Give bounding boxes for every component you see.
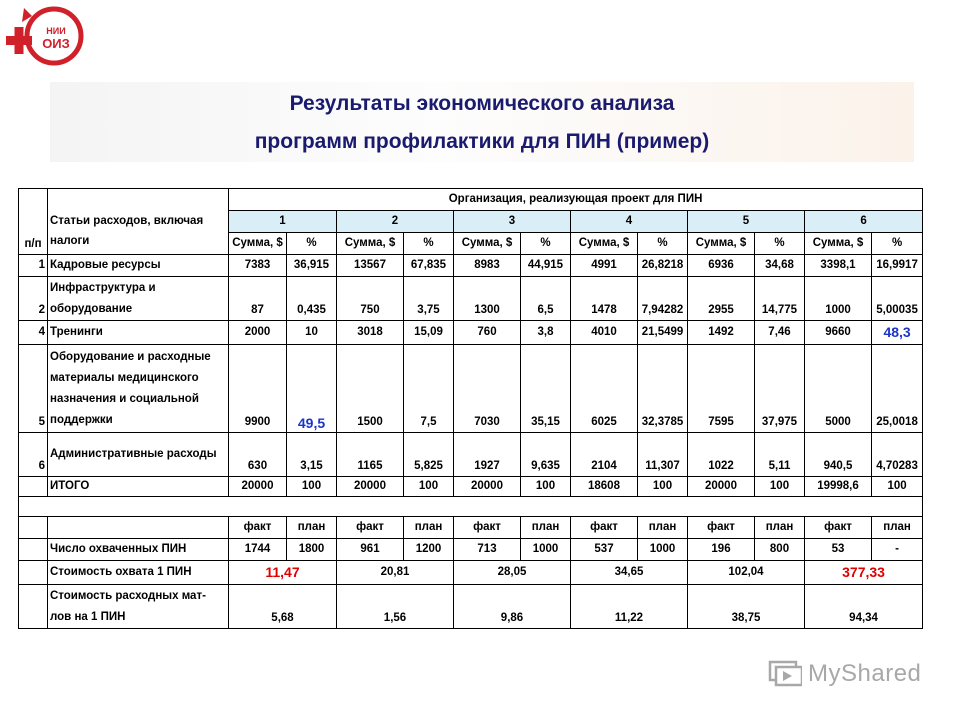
pct-header: % [404,233,454,255]
row-label: Стоимость расходных мат-лов на 1 ПИН [48,585,229,629]
cell-value: 4,70283 [872,433,923,477]
cell-value: 20000 [454,477,521,497]
cell-value: 1,56 [337,585,454,629]
cell-value: 940,5 [805,433,872,477]
cell-value: 20000 [229,477,287,497]
table-row [19,539,923,561]
svg-text:ОИЗ: ОИЗ [42,36,70,51]
row-label: Стоимость охвата 1 ПИН [48,561,229,585]
table-row [19,433,923,477]
row-label: Число охваченных ПИН [48,539,229,561]
row-label: Административные расходы [48,433,229,477]
cell-value: 3,15 [287,433,337,477]
title-band [50,82,914,162]
cell-value: 961 [337,539,404,561]
cell-value: 7383 [229,255,287,277]
cell-value: 1478 [571,277,638,321]
cell-value: - [872,539,923,561]
cell-value: 7,5 [404,345,454,433]
highlight-value: 11,47 [229,561,337,585]
cell-value: 1300 [454,277,521,321]
page-title-line-1: Результаты экономического анализа [289,92,675,115]
cell-value: 67,835 [404,255,454,277]
row-number: 6 [19,433,48,477]
table-row [19,561,923,585]
org-number: 3 [454,211,571,233]
cell-value: 1800 [287,539,337,561]
org-number: 6 [805,211,923,233]
cell-value: 102,04 [688,561,805,585]
cell-value: 28,05 [454,561,571,585]
plan-header: план [638,517,688,539]
cell-value: 5,68 [229,585,337,629]
cell-value: 14,775 [755,277,805,321]
fact-header: факт [571,517,638,539]
page-title-line-2: программ профилактики для ПИН (пример) [254,130,710,153]
cell-value: 800 [755,539,805,561]
row-label: Тренинги [48,321,229,345]
sum-header: Сумма, $ [229,233,287,255]
cell-value: 13567 [337,255,404,277]
cell-value: 19998,6 [805,477,872,497]
highlight-value: 49,5 [287,345,337,433]
presentation-icon [768,659,802,689]
empty-cell [19,517,48,539]
row-label: Инфраструктура и оборудование [48,277,229,321]
cell-value: 9660 [805,321,872,345]
cell-value: 38,75 [688,585,805,629]
cell-value: 37,975 [755,345,805,433]
cell-value: 7030 [454,345,521,433]
num-column-header: п/п [19,189,48,255]
svg-text:НИИ: НИИ [46,26,66,36]
empty-cell [19,497,923,517]
row-number: 5 [19,345,48,433]
empty-cell [19,539,48,561]
cell-value: 10 [287,321,337,345]
cell-value: 6,5 [521,277,571,321]
cell-value: 20,81 [337,561,454,585]
total-row [19,477,923,497]
sum-header: Сумма, $ [454,233,521,255]
cell-value: 750 [337,277,404,321]
cell-value: 44,915 [521,255,571,277]
empty-cell [19,561,48,585]
sum-header: Сумма, $ [805,233,872,255]
fact-plan-header-row [19,517,923,539]
cell-value: 20000 [337,477,404,497]
cell-value: 11,22 [571,585,688,629]
pct-header: % [521,233,571,255]
org-number: 4 [571,211,688,233]
cell-value: 15,09 [404,321,454,345]
cell-value: 9,635 [521,433,571,477]
fact-header: факт [337,517,404,539]
plan-header: план [521,517,571,539]
cell-value: 53 [805,539,872,561]
table-row [19,255,923,277]
cell-value: 1492 [688,321,755,345]
row-number: 1 [19,255,48,277]
cell-value: 7595 [688,345,755,433]
cell-value: 713 [454,539,521,561]
cell-value: 35,15 [521,345,571,433]
table-row [19,321,923,345]
cell-value: 4991 [571,255,638,277]
highlight-value: 48,3 [872,321,923,345]
cell-value: 100 [638,477,688,497]
cell-value: 1500 [337,345,404,433]
cell-value: 8983 [454,255,521,277]
cell-value: 630 [229,433,287,477]
cell-value: 1744 [229,539,287,561]
fact-header: факт [688,517,755,539]
pct-header: % [755,233,805,255]
cell-value: 100 [404,477,454,497]
cell-value: 1000 [521,539,571,561]
cell-value: 21,5499 [638,321,688,345]
cell-value: 20000 [688,477,755,497]
cell-value: 6025 [571,345,638,433]
logo-emblem-icon [2,2,90,74]
cell-value: 3,8 [521,321,571,345]
cell-value: 3018 [337,321,404,345]
watermark-text: MyShared [808,660,922,687]
cell-value: 34,68 [755,255,805,277]
total-label: ИТОГО [48,477,229,497]
pct-header: % [638,233,688,255]
cell-value: 94,34 [805,585,923,629]
cost-analysis-table [18,188,923,629]
cell-value: 0,435 [287,277,337,321]
cell-value: 100 [872,477,923,497]
cell-value: 196 [688,539,755,561]
row-label: Оборудование и расходные материалы медицинского назначения и социальной поддержки [48,345,229,433]
cell-value: 25,0018 [872,345,923,433]
cell-value: 5000 [805,345,872,433]
plan-header: план [404,517,454,539]
org-number: 5 [688,211,805,233]
cell-value: 3,75 [404,277,454,321]
watermark [768,658,921,690]
cell-value: 18608 [571,477,638,497]
highlight-value: 377,33 [805,561,923,585]
cell-value: 100 [287,477,337,497]
cell-value: 760 [454,321,521,345]
cell-value: 5,00035 [872,277,923,321]
plan-header: план [872,517,923,539]
cell-value: 5,11 [755,433,805,477]
cell-value: 1000 [805,277,872,321]
table-row [19,277,923,321]
spacer-row [19,497,923,517]
cell-value: 2000 [229,321,287,345]
cell-value: 100 [755,477,805,497]
empty-cell [19,477,48,497]
cell-value: 2955 [688,277,755,321]
cell-value: 16,9917 [872,255,923,277]
pct-header: % [287,233,337,255]
cell-value: 7,94282 [638,277,688,321]
cell-value: 36,915 [287,255,337,277]
sum-header: Сумма, $ [571,233,638,255]
cell-value: 1927 [454,433,521,477]
cell-value: 11,307 [638,433,688,477]
row-number: 2 [19,277,48,321]
table-row [19,345,923,433]
pct-header: % [872,233,923,255]
cell-value: 7,46 [755,321,805,345]
fact-header: факт [229,517,287,539]
cell-value: 100 [521,477,571,497]
cell-value: 4010 [571,321,638,345]
cell-value: 1200 [404,539,454,561]
empty-cell [48,517,229,539]
logo [2,2,90,74]
row-number: 4 [19,321,48,345]
item-column-header: Статьи расходов, включая налоги [48,189,229,255]
cell-value: 26,8218 [638,255,688,277]
row-label: Кадровые ресурсы [48,255,229,277]
cell-value: 5,825 [404,433,454,477]
cell-value: 1165 [337,433,404,477]
org-header: Организация, реализующая проект для ПИН [229,189,923,211]
org-number: 2 [337,211,454,233]
cell-value: 87 [229,277,287,321]
fact-header: факт [454,517,521,539]
sum-header: Сумма, $ [688,233,755,255]
cell-value: 537 [571,539,638,561]
cell-value: 1022 [688,433,755,477]
cell-value: 2104 [571,433,638,477]
empty-cell [19,585,48,629]
cell-value: 34,65 [571,561,688,585]
table-row [19,585,923,629]
cell-value: 3398,1 [805,255,872,277]
plan-header: план [287,517,337,539]
cell-value: 9,86 [454,585,571,629]
cell-value: 6936 [688,255,755,277]
cell-value: 9900 [229,345,287,433]
sum-header: Сумма, $ [337,233,404,255]
cell-value: 1000 [638,539,688,561]
cell-value: 32,3785 [638,345,688,433]
org-number: 1 [229,211,337,233]
fact-header: факт [805,517,872,539]
plan-header: план [755,517,805,539]
